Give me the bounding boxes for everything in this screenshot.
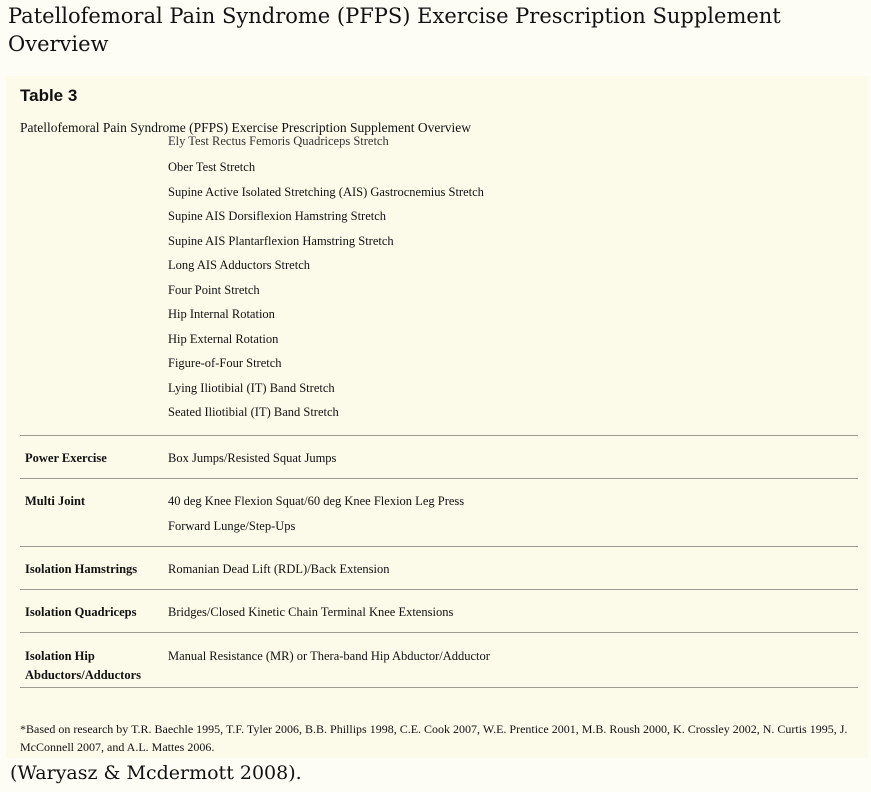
stretch-list bbox=[168, 159, 484, 429]
row-category: Isolation Quadriceps bbox=[25, 605, 137, 619]
cutoff-row-text: Ely Test Rectus Femoris Quadriceps Stretch bbox=[168, 134, 389, 148]
row-items bbox=[168, 560, 389, 585]
stretch-item: Long AIS Adductors Stretch bbox=[168, 258, 311, 272]
stretch-item: Figure-of-Four Stretch bbox=[168, 356, 282, 370]
stretch-item: Hip Internal Rotation bbox=[168, 307, 275, 321]
row-items bbox=[168, 603, 453, 628]
row-items bbox=[168, 492, 464, 542]
row-items bbox=[168, 647, 490, 672]
stretch-item: Ober Test Stretch bbox=[168, 160, 256, 174]
row-category: Multi Joint bbox=[25, 494, 86, 508]
cutoff-row bbox=[168, 134, 389, 150]
stretch-item: Hip External Rotation bbox=[168, 331, 279, 346]
row-items bbox=[168, 449, 336, 474]
table-caption: Patellofemoral Pain Syndrome (PFPS) Exercise Prescription Supplement Overview bbox=[20, 120, 472, 135]
citation: (Waryasz & Mcdermott 2008). bbox=[10, 762, 302, 784]
row-item: Bridges/Closed Kinetic Chain Terminal Knee Extensions bbox=[168, 605, 454, 619]
row-item: Box Jumps/Resisted Squat Jumps bbox=[168, 451, 337, 465]
row-item: Romanian Dead Lift (RDL)/Back Extension bbox=[168, 562, 390, 576]
row-category-line: Abductors/Adductors bbox=[25, 668, 141, 682]
stretch-item: Seated Iliotibial (IT) Band Stretch bbox=[168, 405, 339, 419]
stretch-item: Lying Iliotibial (IT) Band Stretch bbox=[168, 380, 335, 395]
table-label: Table 3 bbox=[20, 86, 78, 105]
stretch-item: Four Point Stretch bbox=[168, 282, 260, 297]
row-divider bbox=[20, 478, 858, 479]
row-category: Isolation Hamstrings bbox=[25, 562, 138, 576]
row-divider bbox=[20, 589, 858, 590]
row-item: 40 deg Knee Flexion Squat/60 deg Knee Flexion Leg Press bbox=[168, 494, 465, 508]
row-category-line: Isolation Hip bbox=[25, 649, 95, 663]
table-footnote: *Based on research by T.R. Baechle 1995, T.F. Tyler 2006, B.B. Phillips 1998, C.E. Cook 2007, W.E. Prentice 2001, M.B. Roush 2000, K. Crossley 2002, N. Curtis 1995, J. McConnell 2007, and A.L. Mattes 2006. bbox=[20, 722, 848, 754]
row-divider bbox=[20, 546, 858, 547]
table-figure bbox=[6, 76, 868, 758]
row-item: Manual Resistance (MR) or Thera-band Hip Abductor/Adductor bbox=[168, 649, 490, 663]
table-bottom-rule bbox=[20, 687, 858, 688]
stretch-item: Supine AIS Dorsiflexion Hamstring Stretch bbox=[168, 209, 387, 223]
row-divider bbox=[20, 632, 858, 633]
stretch-item: Supine AIS Plantarflexion Hamstring Stretch bbox=[168, 233, 394, 248]
row-divider bbox=[20, 435, 858, 436]
row-item: Forward Lunge/Step-Ups bbox=[168, 519, 296, 533]
row-category: Power Exercise bbox=[25, 451, 107, 465]
stretch-item: Supine Active Isolated Stretching (AIS) Gastrocnemius Stretch bbox=[168, 184, 484, 199]
page-title: Patellofemoral Pain Syndrome (PFPS) Exercise Prescription Supplement Overview bbox=[8, 4, 781, 56]
row-category bbox=[25, 647, 141, 685]
